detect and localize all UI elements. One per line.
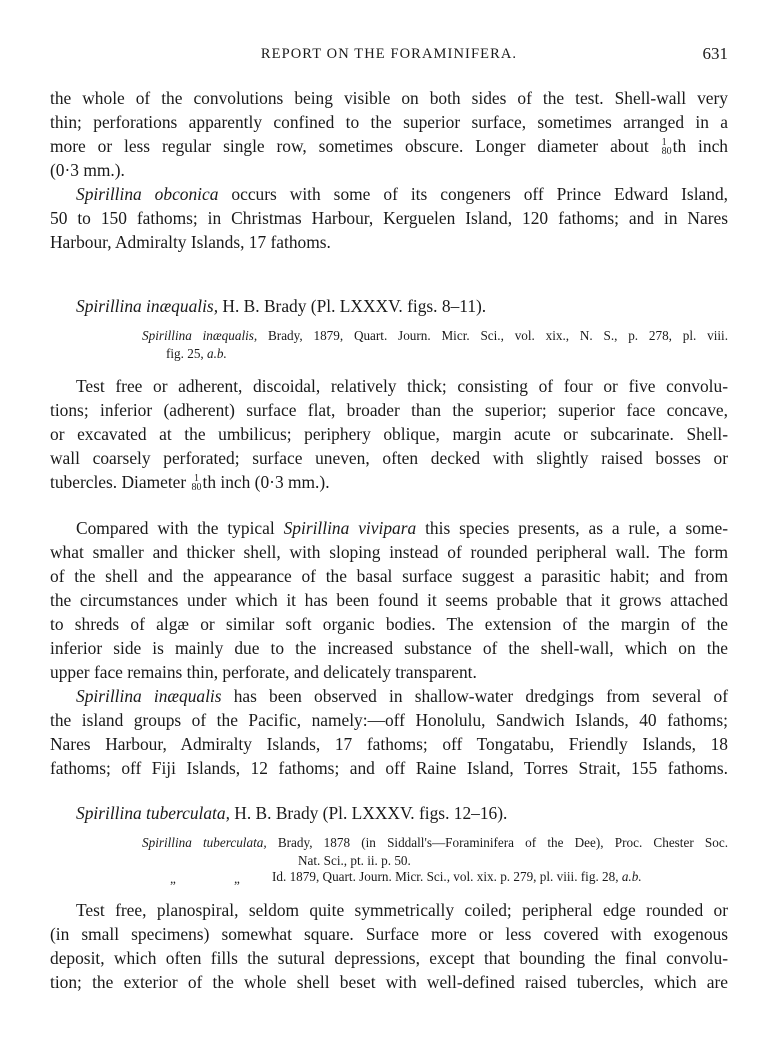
text-line: 50 to 150 fathoms; in Christmas Harbour, Kerguelen Island, 120 fathoms; and in Nares: [50, 208, 728, 228]
text-line: thin; perforations apparently confined to the superior surface, sometimes arranged in a: [50, 112, 728, 132]
text-line: wall coarsely perforated; surface uneven, often decked with slightly raised bosses or: [50, 448, 728, 468]
reference-line: Nat. Sci., pt. ii. p. 50.: [298, 853, 411, 868]
text-line: Compared with the typical Spirillina vivipara this species presents, as a rule, a some-: [76, 518, 728, 538]
reference-line: Spirillina inæqualis, Brady, 1879, Quart. Journ. Micr. Sci., vol. xix., N. S., p. 278, pl. viii.: [142, 328, 728, 343]
fraction: 1 80: [191, 473, 202, 493]
text-line: fathoms; off Fiji Islands, 12 fathoms; and off Raine Island, Torres Strait, 155 fathoms.: [50, 758, 728, 778]
text-line: (0·3 mm.).: [50, 160, 125, 180]
text-line: to shreds of algæ or similar soft organic bodies. The extension of the margin of the: [50, 614, 728, 634]
text-line: tions; inferior (adherent) surface flat, broader than the superior; superior face concave,: [50, 400, 728, 420]
text-line: the circumstances under which it has been found it seems probable that it grows attached: [50, 590, 728, 610]
text-line: Test free, planospiral, seldom quite symmetrically coiled; peripheral edge rounded or: [76, 900, 728, 920]
text-line: the whole of the convolutions being visible on both sides of the test. Shell-wall very: [50, 88, 728, 108]
text-line: tubercles. Diameter 1 80 th inch (0·3 mm.).: [50, 472, 330, 493]
text-line: (in small specimens) somewhat square. Surface more or less covered with exogenous: [50, 924, 728, 944]
ditto-mark: „: [170, 871, 176, 886]
ditto-mark: „: [234, 871, 240, 886]
species-name: Spirillina obconica: [76, 184, 219, 204]
text-line: what smaller and thicker shell, with sloping instead of rounded peripheral wall. The form: [50, 542, 728, 562]
species-name: Spirillina tuberculata,: [76, 803, 230, 823]
reference-line: Id. 1879, Quart. Journ. Micr. Sci., vol. xix. p. 279, pl. viii. fig. 28, a.b.: [272, 869, 642, 884]
text-line: tion; the exterior of the whole shell beset with well-defined raised tubercles, which are: [50, 972, 728, 992]
page-header: [50, 44, 728, 68]
section-heading: Spirillina inæqualis, H. B. Brady (Pl. LXXXV. figs. 8–11).: [76, 296, 487, 316]
text-line: Test free or adherent, discoidal, relatively thick; consisting of four or five convolu-: [76, 376, 728, 396]
section-heading: Spirillina tuberculata, H. B. Brady (Pl. LXXXV. figs. 12–16).: [76, 803, 508, 823]
page-number: 631: [702, 44, 728, 63]
text-line: deposit, which often fills the sutural depressions, except that bounding the final convolu-: [50, 948, 728, 968]
species-name: Spirillina inæqualis: [76, 686, 222, 706]
text-line: of the shell and the appearance of the basal surface suggest a parasitic habit; and from: [50, 566, 728, 586]
text-line: Harbour, Admiralty Islands, 17 fathoms.: [50, 232, 331, 252]
text-line: Spirillina inæqualis has been observed in shallow-water dredgings from several of: [76, 686, 729, 706]
text-line: Nares Harbour, Admiralty Islands, 17 fathoms; off Tongatabu, Friendly Islands, 18: [50, 734, 728, 754]
species-name: Spirillina vivipara: [283, 518, 417, 538]
text-line: upper face remains thin, perforate, and delicately transparent.: [50, 662, 477, 682]
species-name: Spirillina inæqualis,: [76, 296, 219, 316]
text-line: or excavated at the umbilicus; periphery oblique, margin acute or subcarinate. Shell-: [50, 424, 728, 444]
text-line: inferior side is mainly due to the increased substance of the shell-wall, which on the: [50, 638, 728, 658]
running-title: REPORT ON THE FORAMINIFERA.: [260, 46, 518, 62]
reference-line: Spirillina tuberculata, Brady, 1878 (in Siddall's—Foraminifera of the Dee), Proc. Chester Soc.: [142, 835, 728, 850]
text-line: the island groups of the Pacific, namely:—off Honolulu, Sandwich Islands, 40 fathoms;: [50, 710, 728, 730]
reference-line: fig. 25, a.b.: [166, 346, 227, 361]
text-line: Spirillina obconica occurs with some of its congeners off Prince Edward Island,: [76, 184, 728, 204]
text-line: more or less regular single row, sometimes obscure. Longer diameter about 1 80 th inch: [50, 136, 728, 157]
fraction: 1 80: [661, 137, 672, 157]
